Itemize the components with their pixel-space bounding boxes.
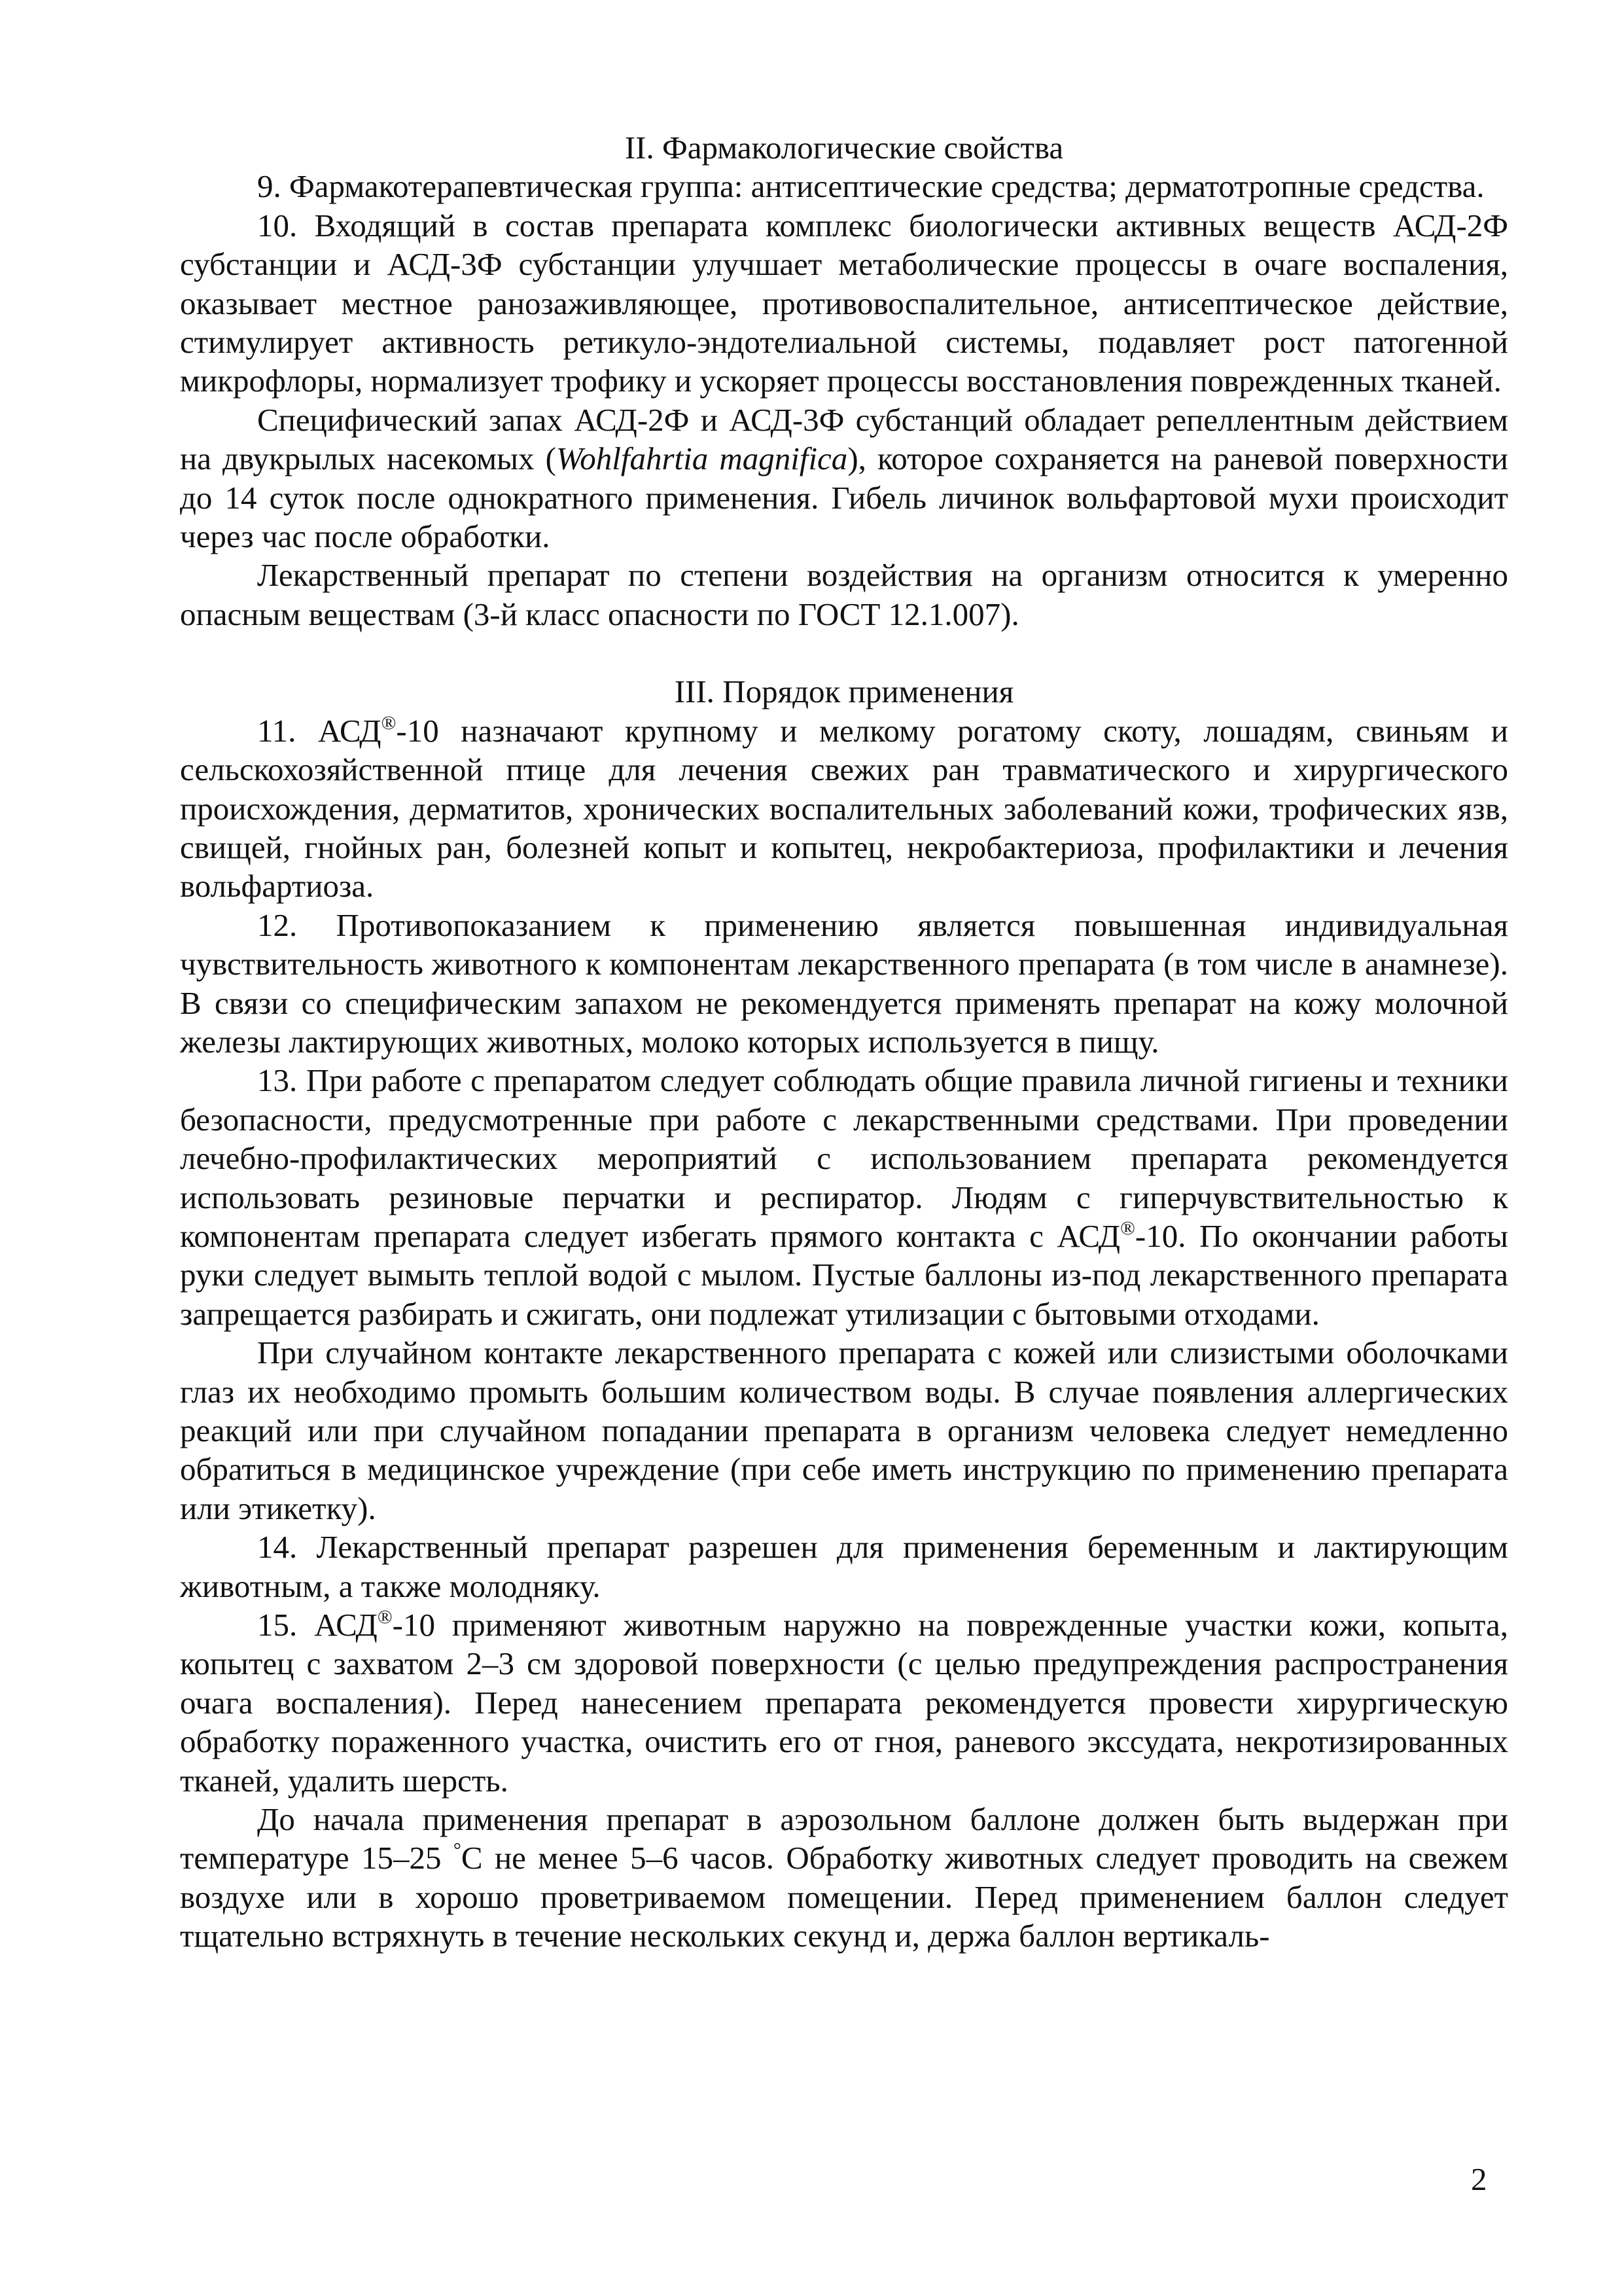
p15-end: -10 применяют животным наружно на поврежденные участки кожи, копыта, копытец с захватом 2–3 см здоровой поверхности (с целью предупреждения распространения очага воспаления). Перед нанесением препарата рекомендуется провести хирургическую обработку пораженного участка, очистить его от гноя, раневого экссудата, некротизированных тканей, удалить шерсть. xyxy=(180,1607,1508,1799)
paragraph-14: 14. Лекарственный препарат разрешен для применения беременным и лактирующим животным, а также молодняку. xyxy=(180,1529,1508,1604)
p15b-end: С не менее 5–6 часов. Обработку животных следует проводить на свежем воздухе или в хорошо проветриваемом помещении. Перед применением баллон следует тщательно встряхнуть в течение нескольких секунд и, держа баллон вертикаль- xyxy=(180,1840,1508,1954)
paragraph-10: 10. Входящий в состав препарата комплекс биологически активных веществ АСД-2Ф субстанции и АСД-3Ф субстанции улучшает метаболические процессы в очаге воспаления, оказывает местное ранозаживляющее, противовоспалительное, антисептическое действие, стимулирует активность ретикуло-эндотелиальной системы, подавляет рост патогенной микрофлоры, нормализует трофику и ускоряет процессы восстановления поврежденных тканей. xyxy=(180,207,1508,399)
p13-start: 13. При работе с препаратом следует соблюдать общие правила личной гигиены и техники безопасности, предусмотренные при работе с лекарственными средствами. При проведении лечебно-профилактических мероприятий с использованием препарата рекомендуется использовать резиновые перчатки и респиратор. Людям с гиперчувствительностью к компонентам препарата следует избегать прямого контакта с АСД xyxy=(180,1062,1508,1254)
p15-start: 15. АСД xyxy=(257,1607,378,1643)
p15b-start: До начала применения препарат в аэрозольном баллоне должен быть выдержан при температуре 15–25 xyxy=(180,1801,1508,1876)
p11-start: 11. АСД xyxy=(257,712,381,749)
repellent-text-start: Специфический запах АСД-2Ф и АСД-3Ф субстанций обладает репеллентным действием на двукрылых насекомых ( xyxy=(180,401,1508,477)
paragraph-15-preparation xyxy=(180,1800,1508,1956)
page-number: 2 xyxy=(1471,2161,1487,2197)
registered-mark: ® xyxy=(1120,1217,1135,1239)
registered-mark: ® xyxy=(381,711,397,734)
latin-species-name: Wohlfahrtia magnifica xyxy=(556,440,848,477)
repellent-text-end: ), которое сохраняется на раневой поверхности до 14 суток после однократного применения. Гибель личинок вольфартовой мухи происходит через час после обработки. xyxy=(180,440,1508,555)
paragraph-13 xyxy=(180,1061,1508,1333)
registered-mark: ® xyxy=(377,1606,393,1628)
p11-end: -10 назначают крупному и мелкому рогатому скоту, лошадям, свиньям и сельскохозяйственной птице для лечения свежих ран травматического и хирургического происхождения, дерматитов, хронических воспалительных заболеваний кожи, трофических язв, свищей, гнойных ран, болезней копыт и копытец, некробактериоза, профилактики и лечения вольфартиоза. xyxy=(180,712,1509,905)
paragraph-9: 9. Фармакотерапевтическая группа: антисептические средства; дерматотропные средства. xyxy=(257,168,1485,205)
paragraph-repellent xyxy=(180,401,1508,556)
page-content xyxy=(180,128,1508,1956)
section-heading-pharmacological: II. Фармакологические свойства xyxy=(624,130,1064,166)
paragraph-15 xyxy=(180,1605,1508,1800)
p13-end: -10. По окончании работы руки следует вымыть теплой водой с мылом. Пустые баллоны из-под лекарственного препарата запрещается разбирать и сжигать, они подлежат утилизации с бытовыми отходами. xyxy=(180,1217,1508,1332)
section-heading-usage: III. Порядок применения xyxy=(674,673,1014,710)
degree-mark: ° xyxy=(453,1839,461,1861)
paragraph-12: 12. Противопоказанием к применению является повышенная индивидуальная чувствительность животного к компонентам лекарственного препарата (в том числе в анамнезе). В связи со специфическим запахом не рекомендуется применять препарат на кожу молочной железы лактирующих животных, молоко которых используется в пищу. xyxy=(180,906,1508,1060)
paragraph-11 xyxy=(180,711,1508,906)
paragraph-hazard-class: Лекарственный препарат по степени воздействия на организм относится к умеренно опасным веществам (3-й класс опасности по ГОСТ 12.1.007). xyxy=(180,557,1508,632)
paragraph-13-contact: При случайном контакте лекарственного препарата с кожей или слизистыми оболочками глаз их необходимо промыть большим количеством воды. В случае появления аллергических реакций или при случайном попадании препарата в организм человека следует немедленно обратиться в медицинское учреждение (при себе иметь инструкцию по применению препарата или этикетку). xyxy=(180,1335,1508,1526)
